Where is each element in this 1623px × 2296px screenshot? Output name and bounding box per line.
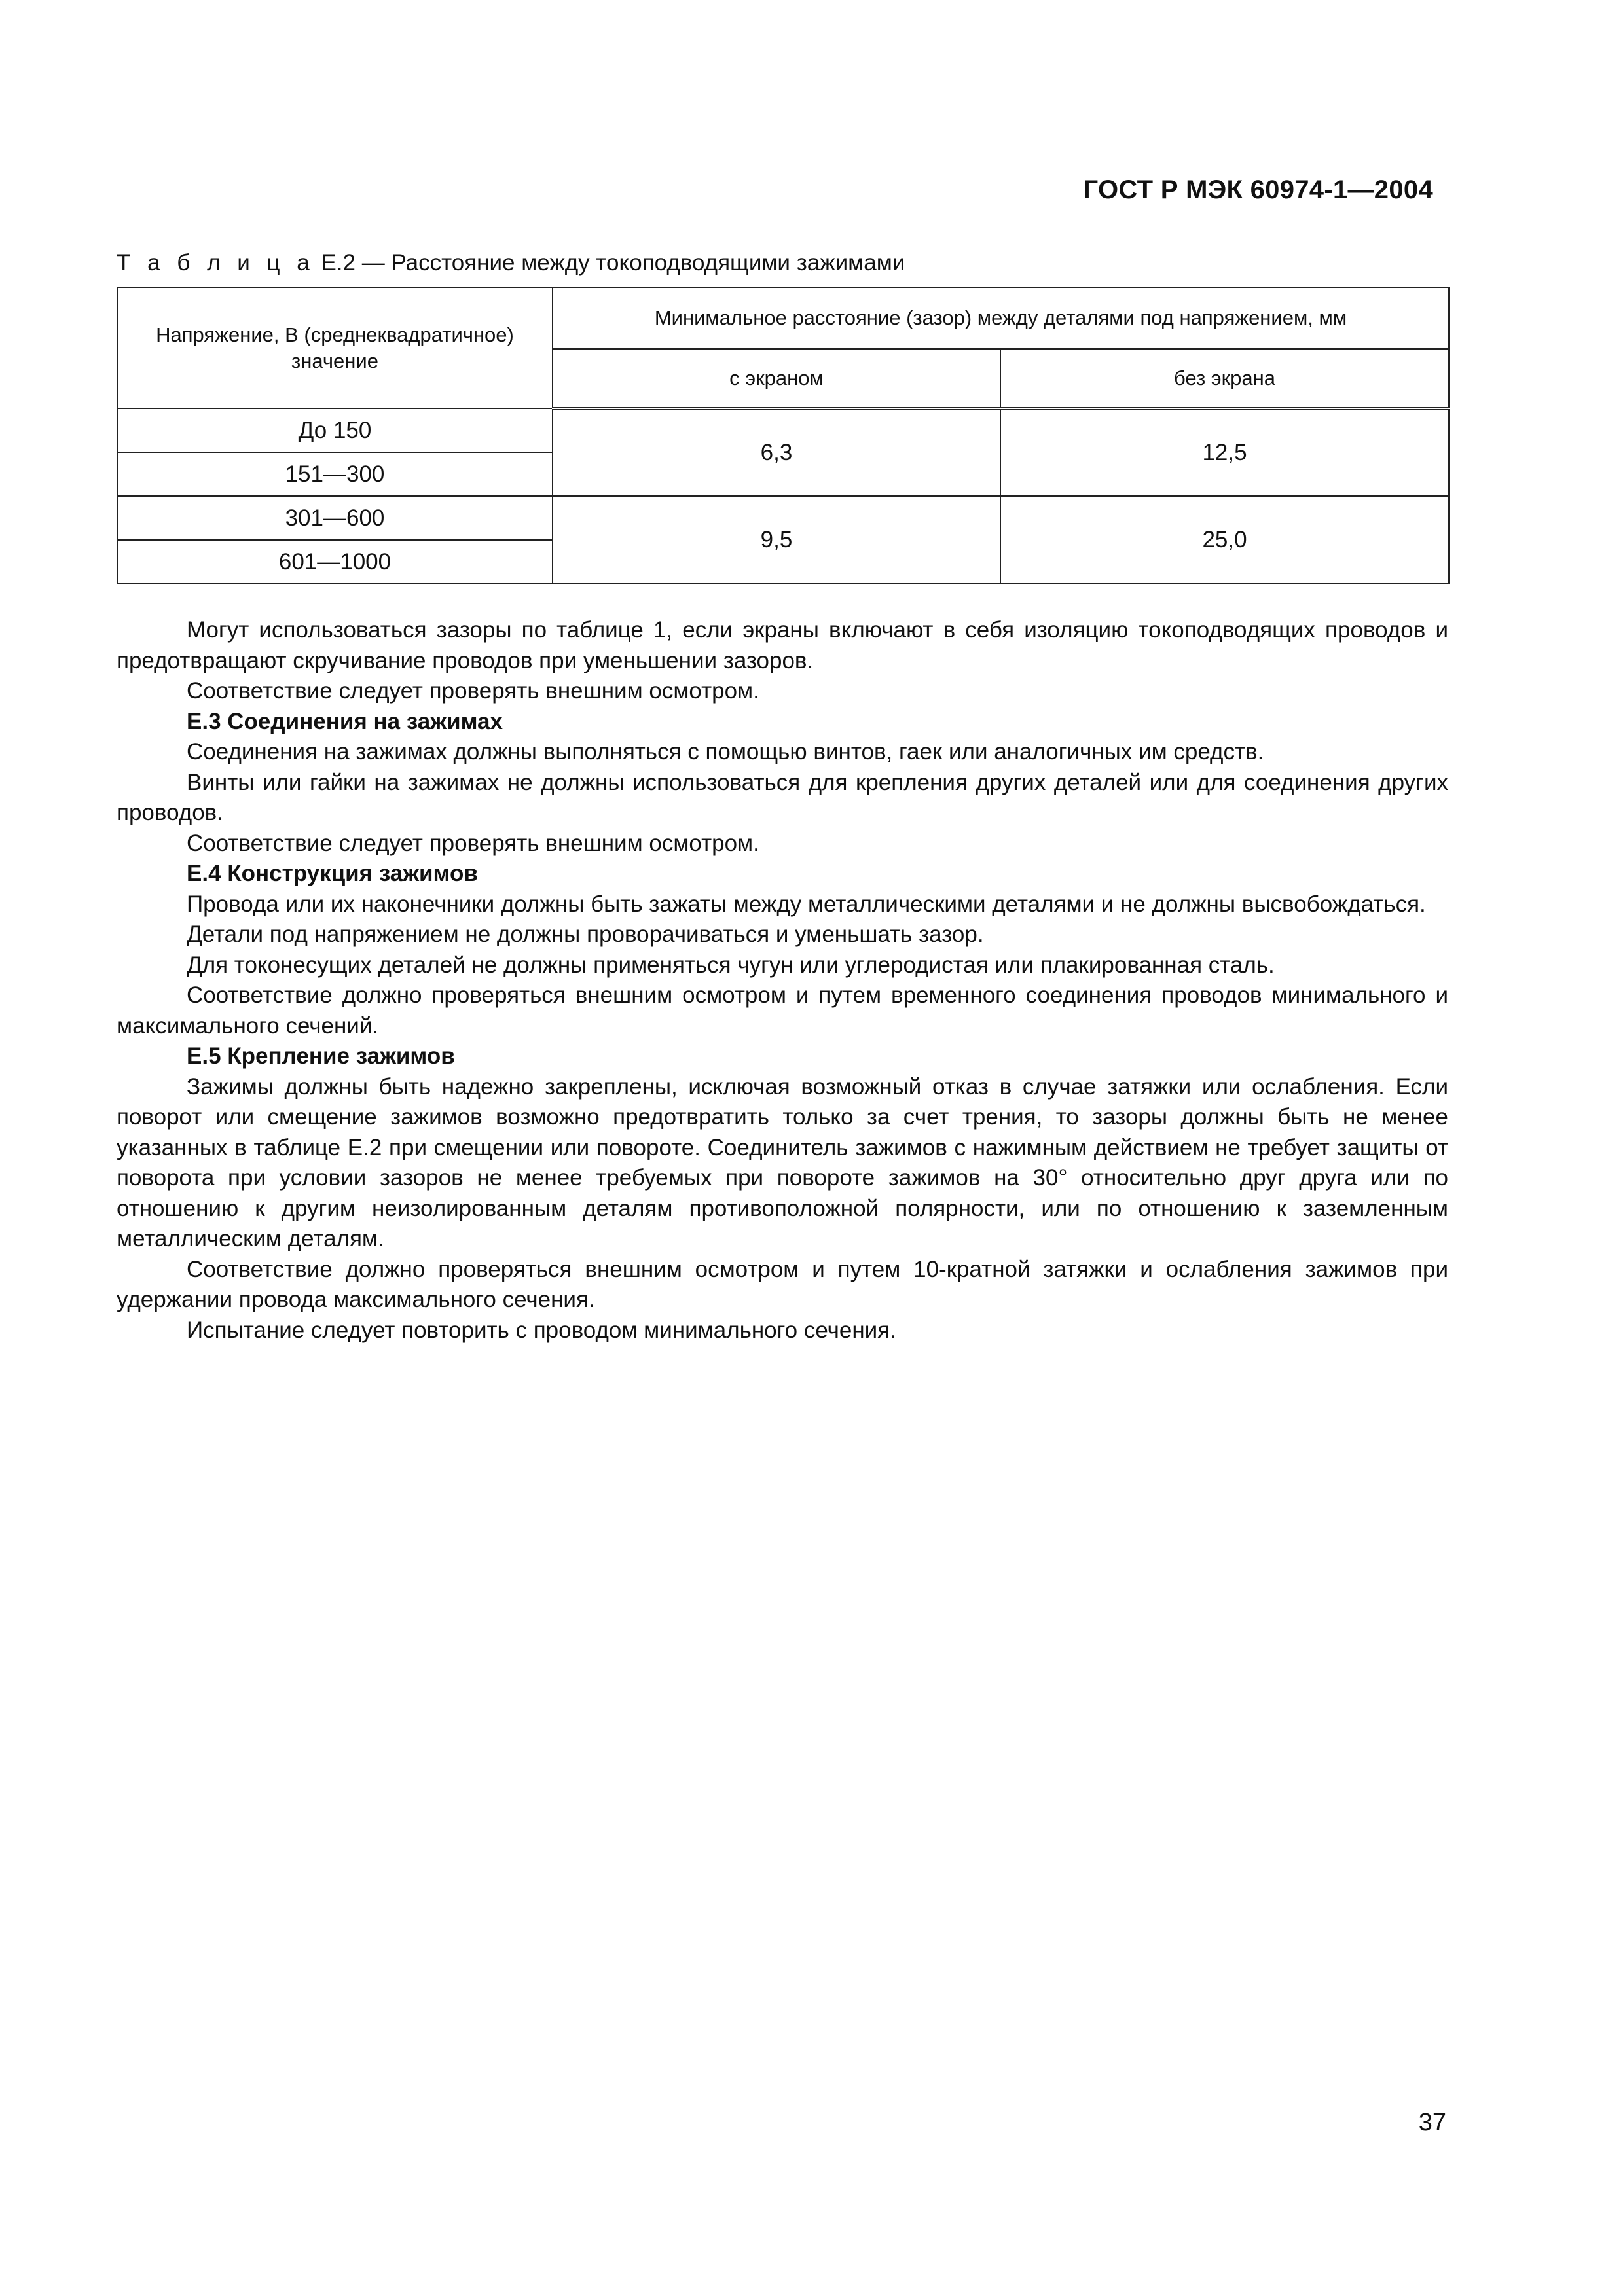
table-caption bbox=[117, 250, 905, 276]
paragraph: Могут использоваться зазоры по таблице 1, если экраны включают в себя изоляцию токоподводящих проводов и предотвращают скручивание проводов при уменьшении зазоров. bbox=[117, 617, 1448, 673]
paragraph: Соединения на зажимах должны выполняться с помощью винтов, гаек или аналогичных им средств. bbox=[187, 739, 1264, 764]
voltage-cell: 301—600 bbox=[117, 496, 553, 540]
without-screen-header: без экрана bbox=[1000, 349, 1449, 408]
paragraph: Детали под напряжением не должны проворачиваться и уменьшать зазор. bbox=[187, 922, 984, 947]
section-heading: Е.5 Крепление зажимов bbox=[187, 1043, 455, 1069]
standard-code: ГОСТ Р МЭК 60974-1—2004 bbox=[1083, 175, 1433, 204]
with-screen-cell: 9,5 bbox=[553, 496, 1000, 584]
paragraph: Провода или их наконечники должны быть зажаты между металлическими деталями и не должны высвобождаться. bbox=[187, 891, 1426, 917]
clearance-table bbox=[117, 287, 1450, 584]
table-header-row bbox=[117, 287, 1449, 349]
paragraph: Соответствие следует проверять внешним осмотром. bbox=[187, 678, 759, 704]
paragraph: Соответствие должно проверяться внешним осмотром и путем 10-кратной затяжки и ослабления зажимов при удержании провода максимального сечения. bbox=[117, 1256, 1448, 1312]
with-screen-header: с экраном bbox=[553, 349, 1000, 408]
body-text bbox=[117, 615, 1448, 1346]
paragraph: Соответствие следует проверять внешним осмотром. bbox=[187, 830, 759, 856]
paragraph: Винты или гайки на зажимах не должны использоваться для крепления других деталей или для соединения других проводов. bbox=[117, 769, 1448, 825]
table-row bbox=[117, 496, 1449, 540]
section-heading: Е.3 Соединения на зажимах bbox=[187, 708, 503, 734]
page-number: 37 bbox=[1418, 2109, 1446, 2136]
voltage-column-header: Напряжение, В (среднеквадратичное) значение bbox=[117, 287, 553, 408]
section-heading: Е.4 Конструкция зажимов bbox=[187, 861, 478, 886]
table-row bbox=[117, 408, 1449, 452]
without-screen-cell: 25,0 bbox=[1000, 496, 1449, 584]
paragraph: Зажимы должны быть надежно закреплены, исключая возможный отказ в случае затяжки или ослабления. Если поворот или смещение зажимов возможно предотвратить только за счет трения, то зазоры должны быть не менее указанных в таблице Е.2 при смещении или повороте. Соединитель зажимов с нажимным действием не требует защиты от поворота при условии зазоров не менее требуемых при повороте зажимов на 30° относительно друг друга или по отношению к другим неизолированным деталям противоположной полярности, или по отношению к заземленным металлическим деталям. bbox=[117, 1073, 1448, 1251]
paragraph: Испытание следует повторить с проводом минимального сечения. bbox=[187, 1317, 896, 1343]
voltage-cell: 151—300 bbox=[117, 452, 553, 496]
table-caption-label: Т а б л и ц а bbox=[117, 250, 315, 276]
with-screen-cell: 6,3 bbox=[553, 408, 1000, 496]
paragraph: Для токонесущих деталей не должны применяться чугун или углеродистая или плакированная сталь. bbox=[187, 952, 1275, 978]
voltage-cell: До 150 bbox=[117, 408, 553, 452]
paragraph: Соответствие должно проверяться внешним осмотром и путем временного соединения проводов минимального и максимального сечений. bbox=[117, 982, 1448, 1039]
distance-group-header: Минимальное расстояние (зазор) между деталями под напряжением, мм bbox=[553, 287, 1449, 349]
table-caption-text: Е.2 — Расстояние между токоподводящими зажимами bbox=[314, 250, 905, 276]
voltage-cell: 601—1000 bbox=[117, 540, 553, 584]
without-screen-cell: 12,5 bbox=[1000, 408, 1449, 496]
